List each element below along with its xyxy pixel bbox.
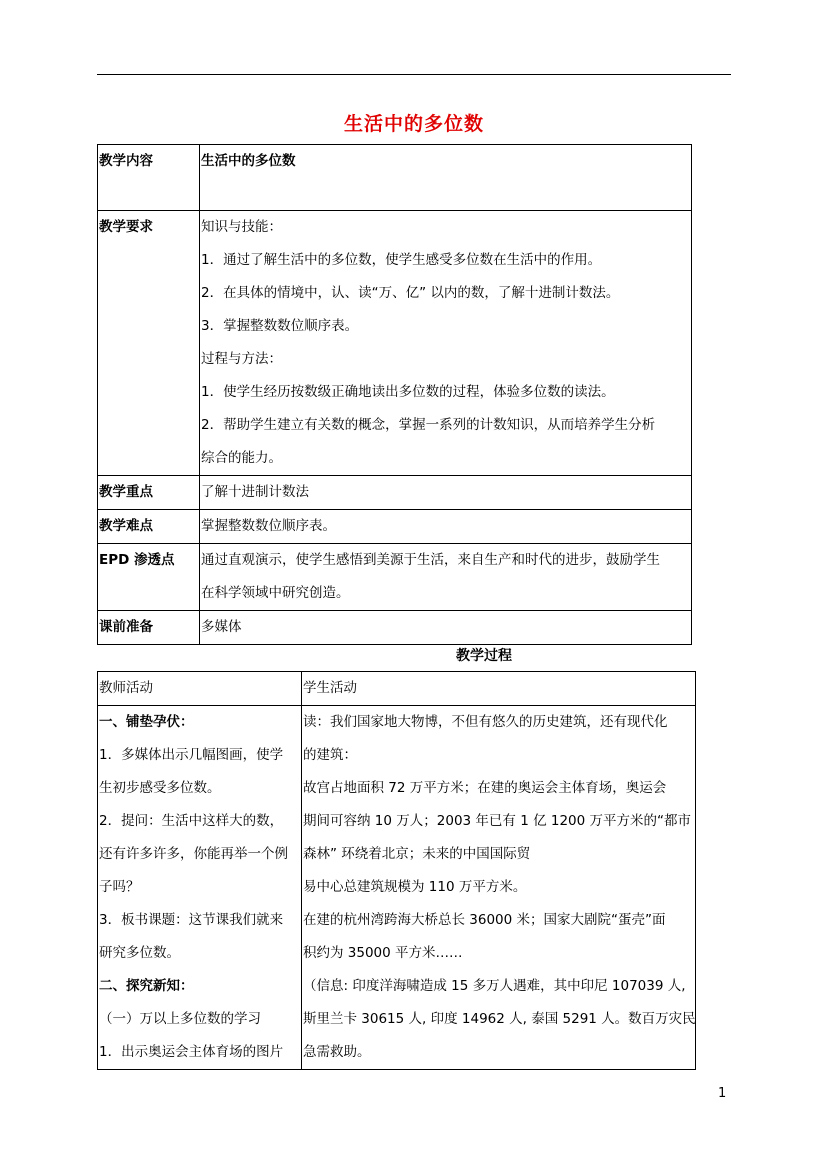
teacher-line: 生初步感受多位数。	[99, 780, 221, 796]
row-key-point	[98, 476, 692, 510]
row-epd	[98, 544, 692, 611]
header-teacher: 教师活动	[98, 672, 302, 706]
header-student: 学生活动	[302, 672, 696, 706]
student-line: 森林” 环绕着北京；未来的中国国际贸	[303, 846, 531, 862]
value-epd	[200, 544, 692, 611]
teacher-line: 一、铺垫孕伏：	[99, 714, 194, 730]
student-line: （信息: 印度洋海啸造成 15 多万人遇难，其中印尼 107039 人,	[303, 978, 686, 994]
label-requirements: 教学要求	[98, 211, 200, 476]
teacher-line: 还有许多许多，你能再举一个例	[99, 846, 288, 862]
student-line: 斯里兰卡 30615 人, 印度 14962 人, 泰国 5291 人。数百万灾民	[303, 1011, 696, 1027]
label-preparation: 课前准备	[98, 611, 200, 645]
requirements-line: 2．在具体的情境中，认、读“万、亿” 以内的数，了解十进制计数法。	[201, 285, 620, 301]
value-requirements	[200, 211, 692, 476]
student-line: 在建的杭州湾跨海大桥总长 36000 米；国家大剧院“蛋壳”面	[303, 912, 666, 928]
student-line: 的建筑：	[303, 747, 357, 763]
epd-line: 在科学领域中研究创造。	[201, 585, 350, 601]
student-line: 急需救助。	[303, 1044, 371, 1060]
teacher-line: 1．多媒体出示几幅图画，使学	[99, 747, 284, 763]
label-content: 教学内容	[98, 145, 200, 211]
requirements-line: 综合的能力。	[201, 450, 282, 466]
row-difficulty	[98, 510, 692, 544]
student-line: 故宫占地面积 72 万平方米；在建的奥运会主体育场，奥运会	[303, 780, 667, 796]
teacher-line: 1．出示奥运会主体育场的图片	[99, 1044, 284, 1060]
page-number: 1	[718, 1086, 727, 1101]
row-content	[98, 145, 692, 211]
teacher-line: 2．提问：生活中这样大的数，	[99, 813, 284, 829]
label-key-point: 教学重点	[98, 476, 200, 510]
row-requirements	[98, 211, 692, 476]
value-preparation: 多媒体	[200, 611, 692, 645]
teacher-line: （一）万以上多位数的学习	[99, 1011, 261, 1027]
lesson-info-table	[97, 144, 692, 645]
teacher-line: 二、探究新知：	[99, 978, 194, 994]
teacher-line: 子吗？	[99, 879, 140, 895]
process-header-row	[98, 672, 696, 706]
header-rule	[97, 74, 731, 75]
teacher-line: 研究多位数。	[99, 945, 180, 961]
student-line: 期间可容纳 10 万人；2003 年已有 1 亿 1200 万平方米的“都市	[303, 813, 692, 829]
value-key-point: 了解十进制计数法	[200, 476, 692, 510]
teacher-activity	[98, 706, 302, 1070]
student-line: 易中心总建筑规模为 110 万平方米。	[303, 879, 527, 895]
requirements-line: 1．使学生经历按数级正确地读出多位数的过程，体验多位数的读法。	[201, 384, 615, 400]
value-content: 生活中的多位数	[200, 145, 692, 211]
teaching-process-table	[97, 671, 696, 1070]
requirements-line: 3．掌握整数数位顺序表。	[201, 318, 359, 334]
process-body-row	[98, 706, 696, 1070]
student-activity	[302, 706, 696, 1070]
label-difficulty: 教学难点	[98, 510, 200, 544]
document-title: 生活中的多位数	[343, 113, 484, 135]
requirements-line: 过程与方法：	[201, 351, 282, 367]
value-difficulty: 掌握整数数位顺序表。	[200, 510, 692, 544]
section-title: 教学过程	[456, 648, 512, 664]
requirements-line: 2．帮助学生建立有关数的概念，掌握一系列的计数知识，从而培养学生分析	[201, 417, 656, 433]
student-line: 积约为 35000 平方米……	[303, 945, 463, 961]
row-preparation	[98, 611, 692, 645]
epd-line: 通过直观演示，使学生感悟到美源于生活，来自生产和时代的进步，鼓励学生	[201, 552, 660, 568]
requirements-line: 1．通过了解生活中的多位数，使学生感受多位数在生活中的作用。	[201, 252, 602, 268]
requirements-line: 知识与技能：	[201, 219, 282, 235]
teacher-line: 3．板书课题：这节课我们就来	[99, 912, 284, 928]
label-epd: EPD 渗透点	[98, 544, 200, 611]
student-line: 读：我们国家地大物博，不但有悠久的历史建筑，还有现代化	[303, 714, 668, 730]
